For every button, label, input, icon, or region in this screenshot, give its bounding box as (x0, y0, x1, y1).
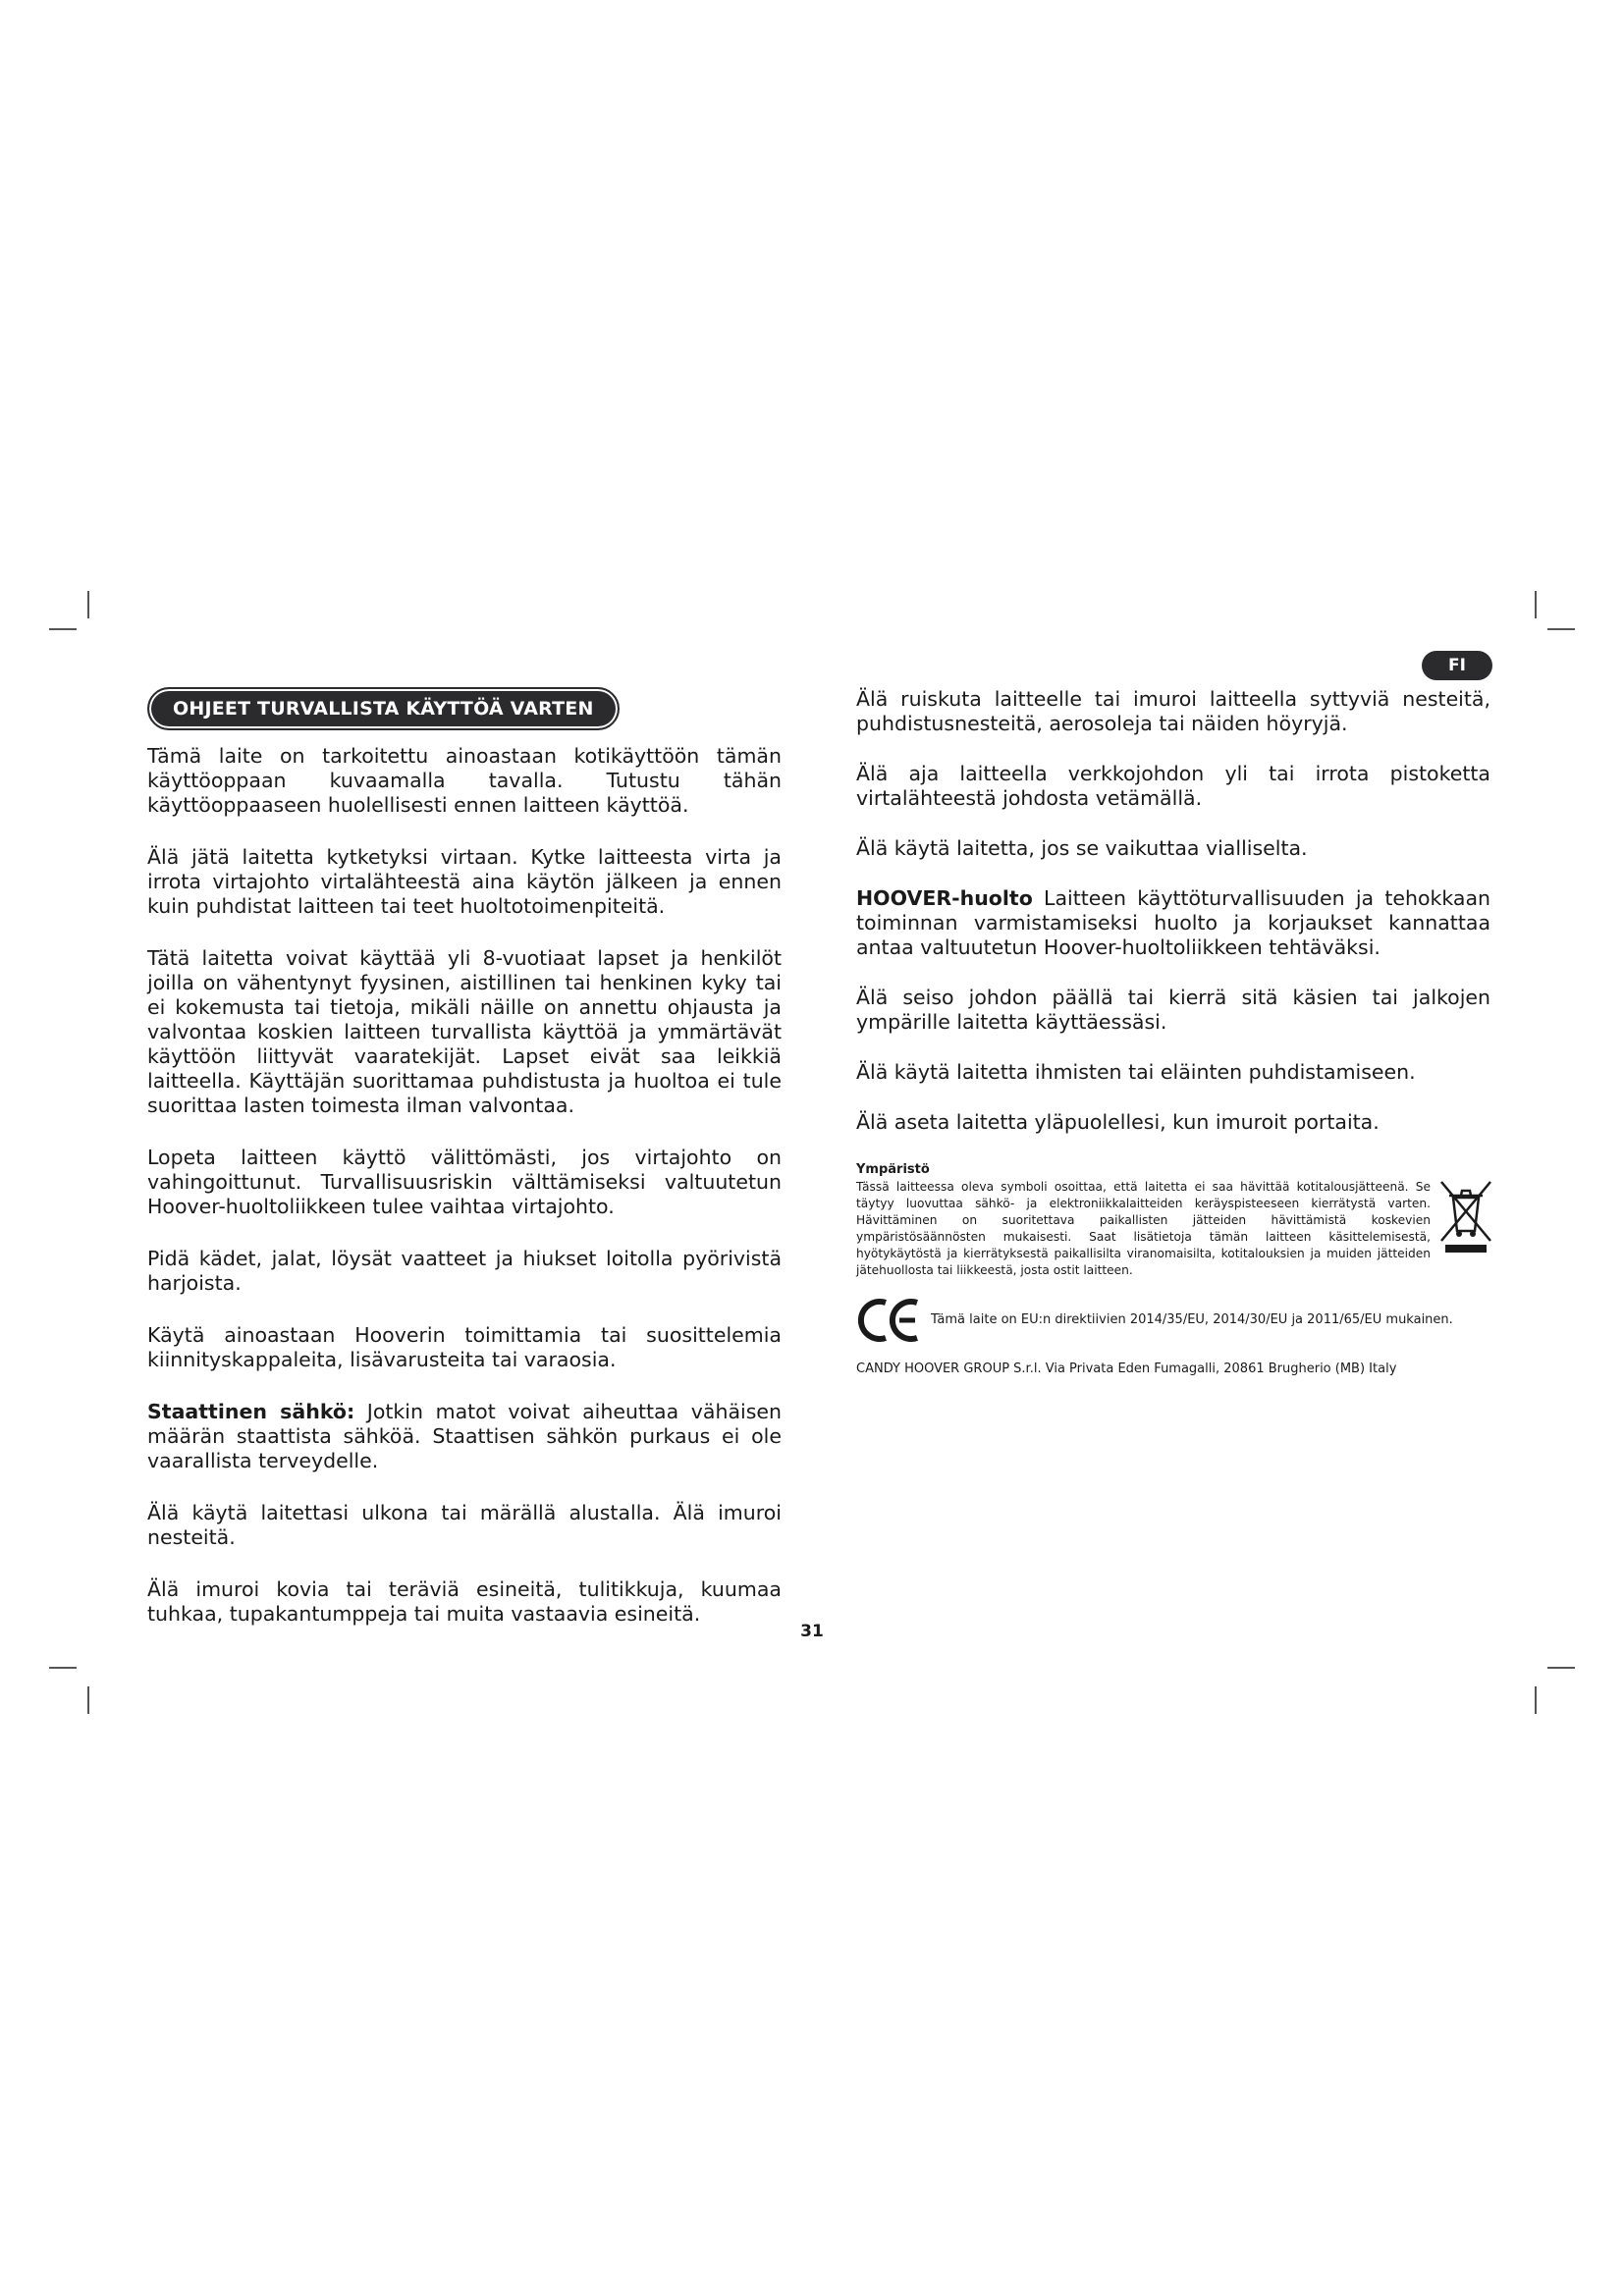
paragraph: Älä seiso johdon päällä tai kierrä sitä käsien tai jalkojen ympärille laitetta käyttäessäsi. (856, 986, 1490, 1034)
paragraph: Älä käytä laitetta, jos se vaikuttaa vialliselta. (856, 836, 1308, 860)
crop-mark (49, 628, 77, 630)
company-address: CANDY HOOVER GROUP S.r.l. Via Privata Eden Fumagalli, 20861 Brugherio (MB) Italy (856, 1362, 1397, 1376)
paragraph (856, 886, 1490, 960)
environment-title: Ympäristö (856, 1162, 930, 1177)
paragraph: Lopeta laitteen käyttö välittömästi, jos virtajohto on vahingoittunut. Turvallisuusriskin välttämiseksi valtuutetun Hoover-huoltoliikkeen tulee vaihtaa virtajohto. (147, 1146, 782, 1218)
paragraph: Älä käytä laitetta ihmisten tai eläinten puhdistamiseen. (856, 1060, 1416, 1084)
paragraph-heading: HOOVER-huolto (856, 886, 1033, 910)
crop-mark (1535, 591, 1537, 618)
crop-mark (1547, 1667, 1575, 1669)
crop-mark (49, 1667, 77, 1669)
crop-mark (87, 1686, 89, 1714)
paragraph-heading: Staattinen sähkö: (147, 1400, 355, 1423)
paragraph: Tätä laitetta voivat käyttää yli 8-vuotiaat lapset ja henkilöt joilla on vähentynyt fyysinen, aistillinen tai henkinen kyky tai ei kokemusta tai tietoja, mikäli näille on annettu ohjausta ja valvontaa koskien laitteen turvallista käyttöä ja ymmärtävät käyttöön liittyvät vaaratekijät. Lapset eivät saa leikkiä laitteella. Käyttäjän suorittamaa puhdistusta ja huoltoa ei tule suorittaa lasten toimesta ilman valvontaa. (147, 946, 782, 1117)
page-number: 31 (800, 1622, 824, 1641)
paragraph: Älä aseta laitetta yläpuolellesi, kun imuroit portaita. (856, 1110, 1380, 1134)
paragraph (147, 1400, 782, 1473)
crop-mark (1535, 1686, 1537, 1714)
paragraph-text: Laitteen käyttöturvallisuuden ja tehokkaan toiminnan varmistamiseksi huolto ja korjaukset kannattaa antaa valtuutetun Hoover-huoltoliikkeen tehtäväksi. (856, 886, 1490, 959)
paragraph: Tämä laite on tarkoitettu ainoastaan kotikäyttöön tämän käyttöoppaan kuvaamalla tavalla. Tutustu tähän käyttöoppaaseen huolellisesti ennen laitteen käyttöä. (147, 744, 782, 817)
crop-mark (1547, 628, 1575, 630)
ce-row (856, 1295, 1490, 1344)
paragraph: Pidä kädet, jalat, löysät vaatteet ja hiukset loitolla pyörivistä harjoista. (147, 1247, 782, 1295)
language-badge: FI (1422, 651, 1492, 680)
right-column (856, 687, 1490, 1376)
paragraph: Älä imuroi kovia tai teräviä esineitä, tulitikkuja, kuumaa tuhkaa, tupakantumppeja tai muita vastaavia esineitä. (147, 1577, 782, 1626)
paragraph: Älä käytä laitettasi ulkona tai märällä alustalla. Älä imuroi nesteitä. (147, 1501, 782, 1549)
environment-section (856, 1162, 1490, 1376)
left-column (147, 687, 782, 1654)
ce-mark-icon (856, 1295, 925, 1344)
paragraph: Älä ruiskuta laitteelle tai imuroi laitteella syttyviä nesteitä, puhdistusnesteitä, aerosoleja tai näiden höyryjä. (856, 687, 1490, 735)
section-title: OHJEET TURVALLISTA KÄYTTÖÄ VARTEN (147, 687, 620, 730)
weee-crossed-bin-icon (1435, 1176, 1496, 1255)
environment-text: Tässä laitteessa oleva symboli osoittaa, että laitetta ei saa hävittää kotitalousjätteenä. Se täytyy luovuttaa sähkö- ja elektroniikkalaitteiden keräyspisteeseen kierrätystä varten. Hävittäminen on suoritettava paikallisten jätteiden hävittämistä koskevien ympäristösäännösten mukaisesti. Saat lisätietoja tämän laitteen käsittelemisestä, hyötykäytöstä ja kierrätyksestä paikallisilta viranomaisilta, kotitalouksien ja muiden jätteiden jätehuollosta tai liikkeestä, josta ostit laitteen. (856, 1180, 1431, 1277)
paragraph-text: Jotkin matot voivat aiheuttaa vähäisen määrän staattista sähköä. Staattisen sähkön purkaus ei ole vaarallista terveydelle. (147, 1400, 782, 1472)
paragraph: Älä jätä laitetta kytketyksi virtaan. Kytke laitteesta virta ja irrota virtajohto virtalähteestä aina käytön jälkeen ja ennen kuin puhdistat laitteen tai teet huoltotoimenpiteitä. (147, 845, 782, 918)
ce-compliance-text: Tämä laite on EU:n direktiivien 2014/35/EU, 2014/30/EU ja 2011/65/EU mukainen. (931, 1311, 1453, 1327)
crop-mark (87, 591, 89, 618)
paragraph: Käytä ainoastaan Hooverin toimittamia tai suosittelemia kiinnityskappaleita, lisävarusteita tai varaosia. (147, 1323, 782, 1371)
paragraph: Älä aja laitteella verkkojohdon yli tai irrota pistoketta virtalähteestä johdosta vetämällä. (856, 762, 1490, 810)
